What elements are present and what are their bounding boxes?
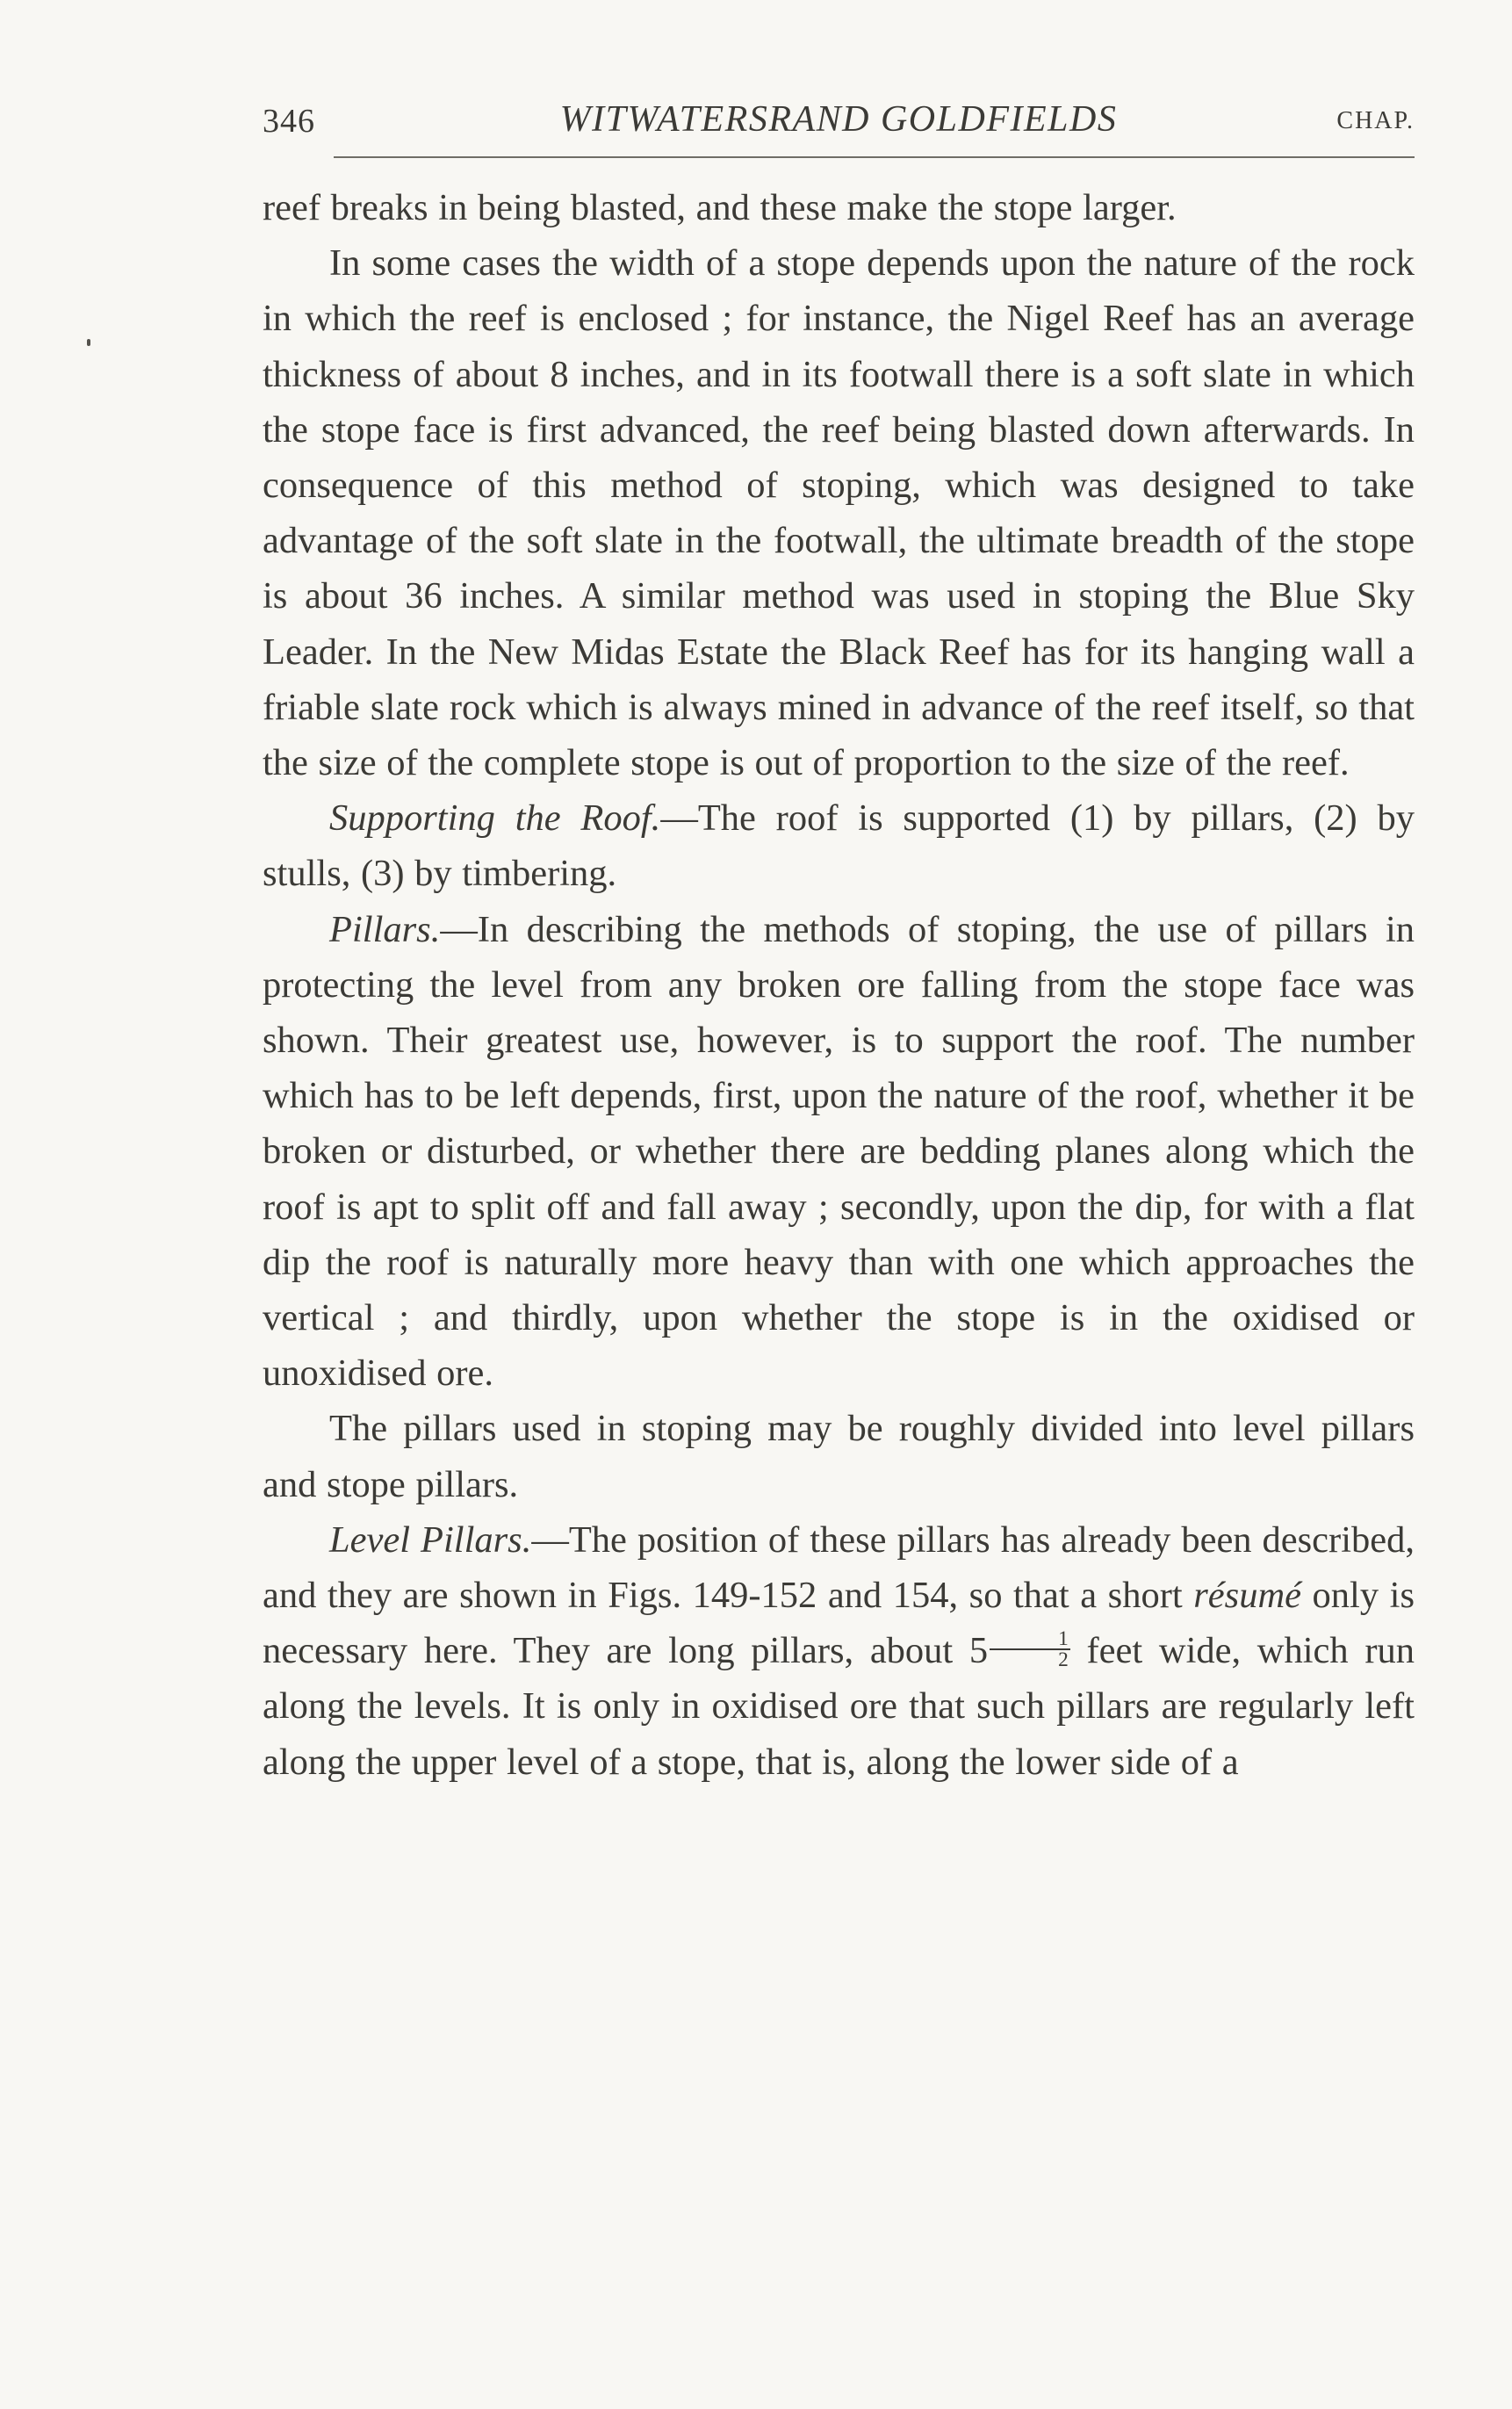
paragraph-3	[263, 790, 1415, 901]
paragraph-6	[263, 1512, 1415, 1790]
page-body	[263, 180, 1415, 1790]
paragraph-2: In some cases the width of a stope depends upon the nature of the rock in which the reef is enclosed ; for instance, the Nigel Reef has an average thickness of about 8 inches, and in its footwall there is a soft slate in which the stope face is first advanced, the reef being blasted down afterwards. In consequence of this method of stoping, which was designed to take advantage of the soft slate in the footwall, the ultimate breadth of the stope is about 36 inches. A similar method was used in stoping the Blue Sky Leader. In the New Midas Estate the Black Reef has for its hanging wall a friable slate rock which is always mined in advance of the reef itself, so that the size of the complete stope is out of proportion to the size of the reef.	[263, 242, 1415, 784]
fraction-one-half	[990, 1626, 1070, 1671]
resume-term: résumé	[1193, 1575, 1301, 1617]
margin-speck	[87, 339, 90, 346]
paragraph-4-text: —In describing the methods of stoping, the use of pillars in protecting the level from any broken ore falling from the stope face was shown. Their greatest use, however, is to support the roof. The number which has to be left depends, first, upon the nature of the roof, whether it be broken or disturbed, or whether there are bedding planes along which the roof is apt to split off and fall away ; secondly, upon the dip, for with a flat dip the roof is naturally more heavy than with one which approaches the vertical ; and thirdly, upon whether the stope is in the oxidised or unoxidised ore.	[263, 908, 1415, 1395]
paragraph-3-text: —The roof is supported (1) by pillars, (2) by stulls, (3) by timbering.	[263, 797, 1415, 895]
section-heading-supporting-the-roof: Supporting the Roof.	[329, 797, 661, 840]
paragraph-4	[263, 902, 1415, 1402]
paragraph-6-text-1: —The position of these pillars has already been described, and they are shown in Figs. 149-152 and 154, so that a short	[263, 1518, 1415, 1617]
paragraph-6-text-3: feet wide, which run along the levels. It is only in oxidised ore that such pillars are regularly left along the upper level of a stope, that is, along the lower side of a	[263, 1630, 1415, 1783]
section-heading-level-pillars: Level Pillars.	[329, 1518, 532, 1561]
running-header	[263, 95, 1415, 149]
fraction-denominator: 2	[1058, 1648, 1069, 1671]
section-heading-pillars: Pillars.	[329, 908, 441, 950]
page-number: 346	[263, 103, 315, 140]
paragraph-1: reef breaks in being blasted, and these make the stope larger.	[263, 187, 1177, 228]
chapter-mark: CHAP.	[1336, 107, 1415, 134]
running-title: WITWATERSRAND GOLDFIELDS	[559, 99, 1118, 140]
paragraph-5: The pillars used in stoping may be roughly divided into level pillars and stope pillars.	[263, 1408, 1415, 1505]
paragraph-6-text-2: only is necessary here. They are long pillars, about 5	[263, 1575, 1415, 1672]
fraction-numerator: 1	[990, 1629, 1070, 1650]
header-rule	[334, 156, 1415, 158]
